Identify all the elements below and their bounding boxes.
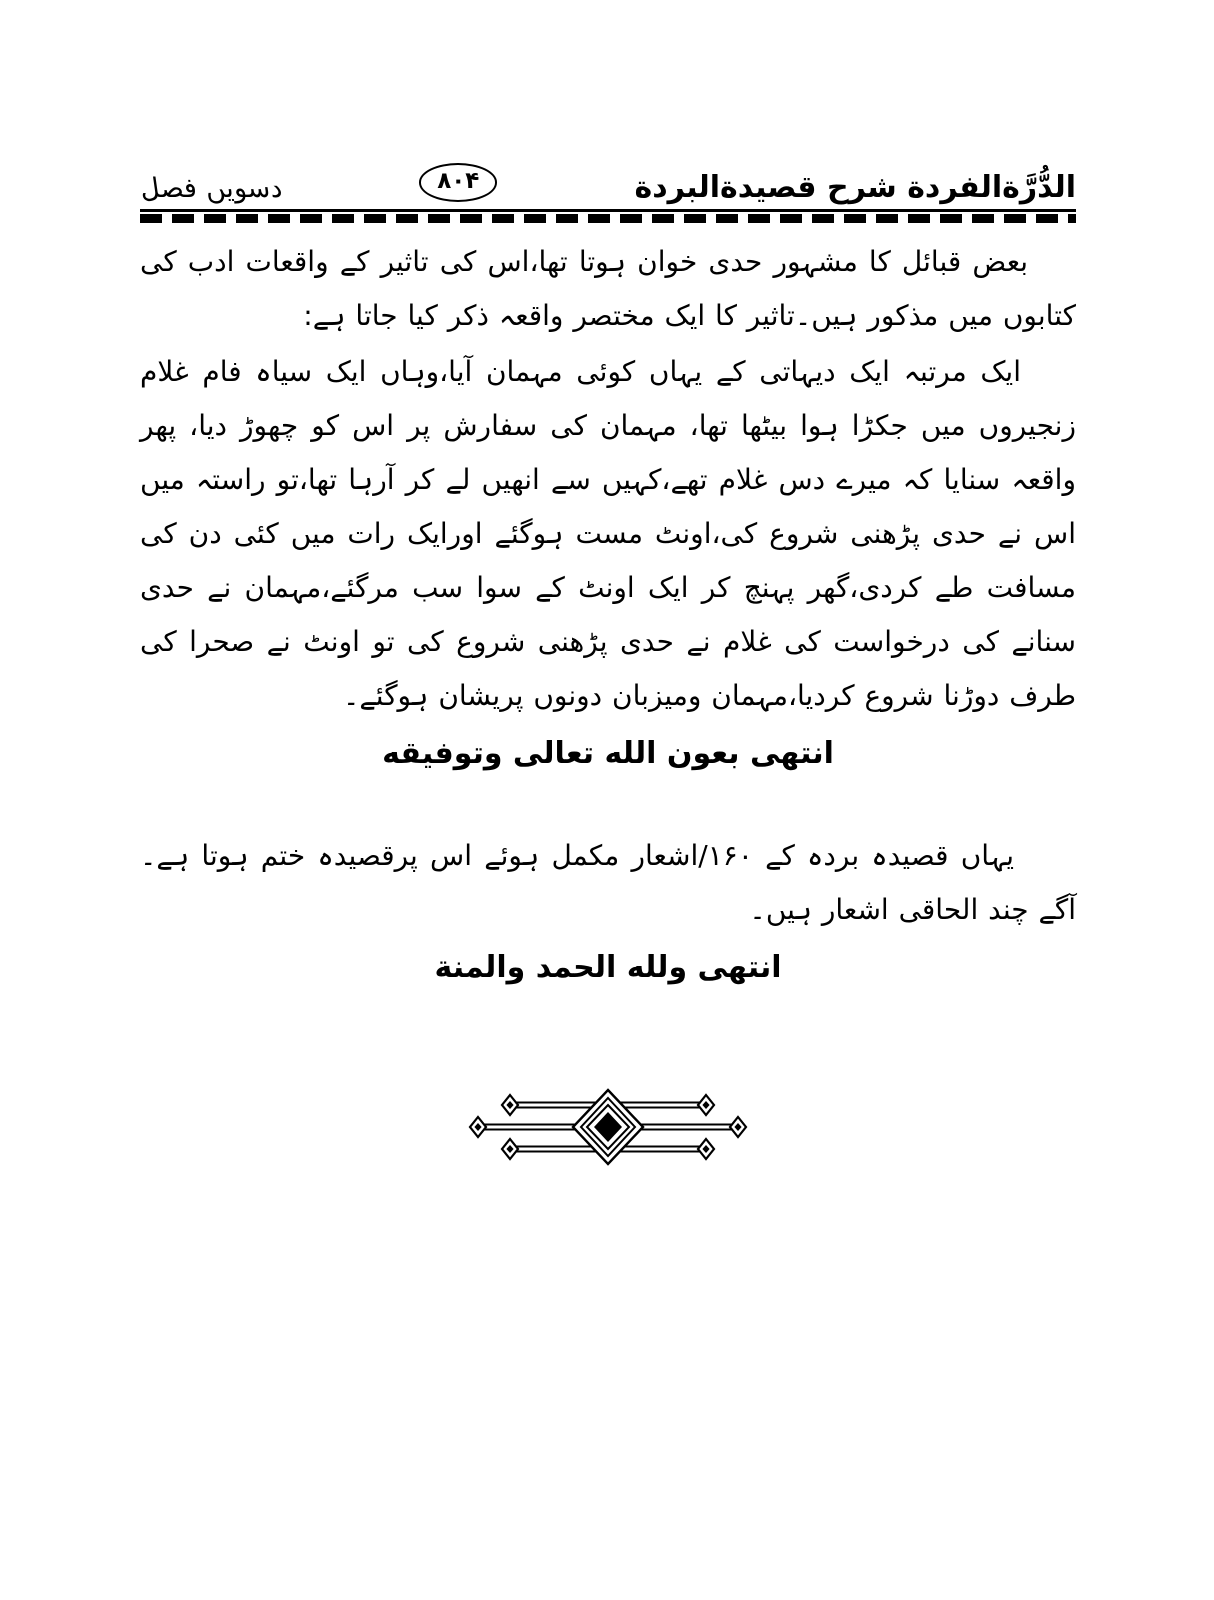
paragraph-story: ایک مرتبہ ایک دیہاتی کے یہاں کوئی مہمان آیا،وہاں ایک سیاہ فام غلام زنجیروں میں جکڑا ہوا بیٹھا تھا، مہمان کی سفارش پر اس کو چھوڑ دیا، پھر واقعہ سنایا کہ میرے دس غلام تھے،کہیں سے انھیں لے کر آرہا تھا،تو راستہ میں اس نے حدی پڑھنی شروع کی،اونٹ مست ہوگئے اورایک رات میں کئی دن کی مسافت طے کردی،گھر پہنچ کر ایک اونٹ کے سوا سب مرگئے،مہمان نے حدی سنانے کی درخواست کی غلام نے حدی پڑھنی شروع کی تو اونٹ نے صحرا کی طرف دوڑنا شروع کردیا،مہمان ومیزبان دونوں پریشان ہوگئے۔ <box>140 355 1076 712</box>
page-header <box>137 146 1076 205</box>
header-rule-dashes <box>140 214 1076 223</box>
arabic-closing-line-2: انتهى ولله الحمد والمنة <box>434 950 782 985</box>
header-rule-thin-line <box>140 209 1076 212</box>
book-title: الدُّرَّةالفردة شرح قصيدةالبردة <box>634 170 1076 205</box>
header-rule <box>140 209 1076 223</box>
section-label: دسویں فصل <box>137 173 285 205</box>
ornament-divider <box>140 1087 1076 1173</box>
page-content <box>137 0 1076 1173</box>
paragraph-intro: بعض قبائل کا مشہور حدی خوان ہوتا تھا،اس کی تاثیر کے واقعات ادب کی کتابوں میں مذکور ہیں۔تاثیر کا ایک مختصر واقعہ ذکر کیا جاتا ہے: <box>140 245 1076 332</box>
paragraph-completion: یہاں قصیدہ بردہ کے ۱۶۰/اشعار مکمل ہوئے اس پرقصیدہ ختم ہوتا ہے۔آگے چند الحاقی اشعار ہیں۔ <box>140 839 1076 926</box>
diamond-rule-ornament-icon <box>462 1087 754 1169</box>
page-number-badge: ۸۰۴ <box>419 163 497 202</box>
arabic-closing-line-1: انتهى بعون الله تعالى وتوفيقه <box>382 736 834 771</box>
